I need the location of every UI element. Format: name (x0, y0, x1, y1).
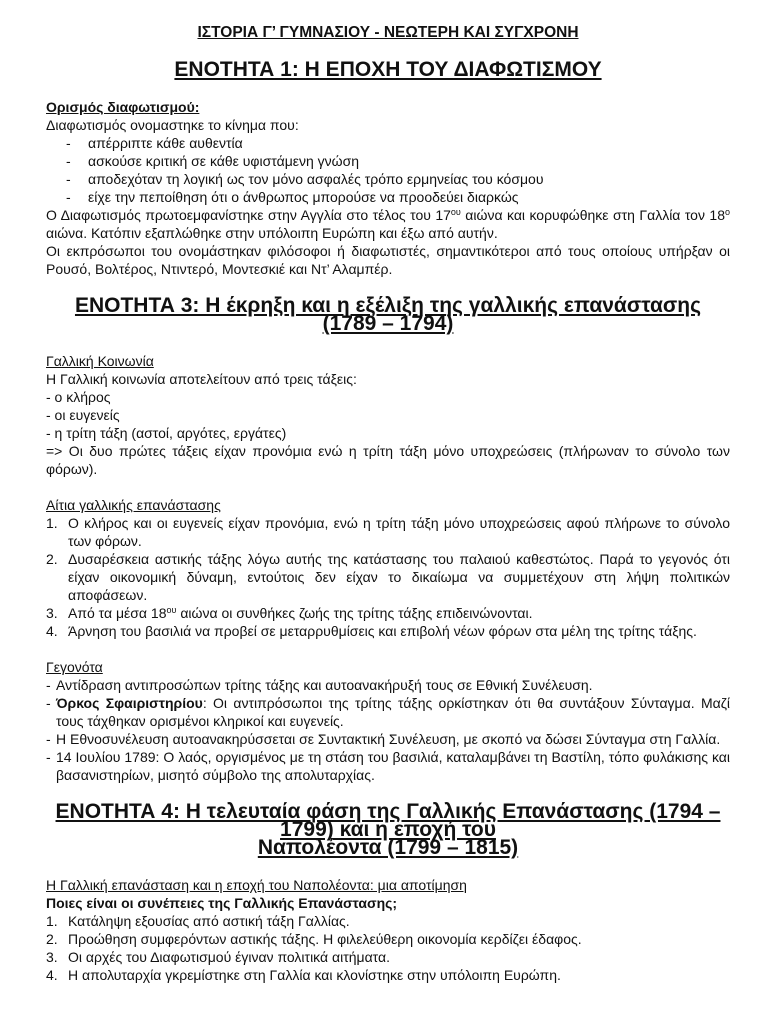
society-heading: Γαλλική Κοινωνία (46, 353, 154, 369)
item-text: Ο κλήρος και οι ευγενείς είχαν προνόμια, ενώ η τρίτη τάξη μόνο υποχρεώσεις αφού πλήρωνε το σύνολο των φόρων. (68, 515, 730, 549)
assessment-heading: Η Γαλλική επανάσταση και η εποχή του Ναπολέοντα: μια αποτίμηση (46, 877, 467, 893)
list-item: - οι ευγενείς (46, 407, 120, 423)
superscript: ου (450, 207, 461, 217)
list-item (46, 930, 730, 948)
item-text: : Οι αντιπρόσωποι της τρίτης τάξης ορκίστηκαν ότι θα συντάξουν Σύνταγμα. Μαζί τους τάχθηκαν ορισμένοι κληρικοί και ευγενείς. (56, 695, 730, 729)
item-dash: - (46, 749, 51, 765)
definition-bullet-list (46, 134, 730, 206)
list-item: - η τρίτη τάξη (αστοί, αργότες, εργάτες) (46, 425, 287, 441)
item-text: Από τα μέσα 18 (68, 605, 167, 621)
list-item (46, 514, 730, 550)
item-text: αιώνα οι συνθήκες ζωής της τρίτης τάξης επιδεινώνονται. (176, 605, 533, 621)
unit-4-title-line-2: Ναπολέοντα (1799 – 1815) (257, 836, 519, 859)
list-item: - απέρριπτε κάθε αυθεντία (66, 134, 730, 152)
document-title: ΙΣΤΟΡΙΑ Γ’ ΓΥΜΝΑΣΙΟΥ - ΝΕΩΤΕΡΗ ΚΑΙ ΣΥΓΧΡΟΝΗ (197, 24, 579, 41)
item-number: 1. (46, 913, 58, 929)
definition-heading: Ορισμός διαφωτισμού: (46, 99, 200, 115)
text-run: αιώνα. Κατόπιν εξαπλώθηκε στην υπόλοιπη Ευρώπη και έξω από αυτήν. (46, 225, 498, 241)
events-list (46, 676, 730, 784)
definition-intro: Διαφωτισμός ονομαστηκε το κίνημα που: (46, 117, 299, 133)
list-item: - είχε την πεποίθηση ότι ο άνθρωπος μπορούσε να προοδεύει διαρκώς (66, 188, 730, 206)
unit-3-title: ΕΝΟΤΗΤΑ 3: Η έκρηξη και η εξέλιξη της γαλλικής επανάστασης (1789 – 1794) (74, 294, 702, 335)
item-text: Οι αρχές του Διαφωτισμού έγιναν πολιτικά αιτήματα. (68, 949, 390, 965)
list-item (46, 676, 730, 694)
item-number: 3. (46, 605, 58, 621)
item-text: Άρνηση του βασιλιά να προβεί σε μεταρρυθμίσεις και επιβολή νέων φόρων στα μέλη της τρίτης τάξης. (68, 623, 697, 639)
item-number: 4. (46, 967, 58, 983)
list-item (46, 604, 730, 622)
events-heading: Γεγονότα (46, 659, 103, 675)
item-text: Η Εθνοσυνέλευση αυτοανακηρύσσεται σε Συντακτική Συνέλευση, με σκοπό να δώσει Σύνταγμα στη Γαλλία. (56, 731, 721, 747)
unit-3-section (46, 294, 730, 784)
list-item: - αποδεχόταν τη λογική ως τον μόνο ασφαλές τρόπο ερμηνείας του κόσμου (66, 170, 730, 188)
item-text: Δυσαρέσκεια αστικής τάξης λόγω αυτής της κατάστασης του παλαιού καθεστώτος. Παρά το γεγονός ότι είχαν οικονομική δύναμη, εντούτοις δεν είχαν το δικαίωμα να συμμετέχουν στη λήψη πολιτικών αποφάσεων. (68, 551, 730, 603)
item-bold-term: Όρκος Σφαιριστηρίου (56, 695, 203, 711)
list-item (46, 966, 730, 984)
society-conclusion: => Οι δυο πρώτες τάξεις είχαν προνόμια ενώ η τρίτη τάξη μόνο υποχρεώσεις (πλήρωναν το σύνολο των φόρων). (46, 443, 730, 477)
item-dash: - (46, 695, 51, 711)
causes-list (46, 514, 730, 640)
estates-list (46, 388, 730, 442)
item-number: 2. (46, 551, 58, 567)
enlightenment-origin-paragraph (46, 206, 730, 242)
item-number: 1. (46, 515, 58, 531)
item-text: Αντίδραση αντιπροσώπων τρίτης τάξης και αυτοανακήρυξή τους σε Εθνική Συνέλευση. (56, 677, 593, 693)
list-item (46, 912, 730, 930)
society-intro: Η Γαλλική κοινωνία αποτελείτουν από τρεις τάξεις: (46, 371, 357, 387)
item-text: 14 Ιουλίου 1789: Ο λαός, οργισμένος με τη στάση του βασιλιά, καταλαμβάνει τη Βαστίλη, τόπο φυλάκισης και βασανιστηρίων, μισητό σύμβολο της απολυταρχίας. (56, 749, 730, 783)
text-run: αιώνα και κορυφώθηκε στη Γαλλία τον 18 (460, 207, 725, 223)
list-item (46, 694, 730, 730)
item-dash: - (46, 677, 51, 693)
text-run: Ο Διαφωτισμός πρωτοεμφανίστηκε στην Αγγλία στο τέλος του 17 (46, 207, 451, 223)
list-item: - ασκούσε κριτική σε κάθε υφιστάμενη γνώση (66, 152, 730, 170)
item-text: Κατάληψη εξουσίας από αστική τάξη Γαλλίας. (68, 913, 350, 929)
unit-4-section (46, 800, 730, 984)
consequences-list (46, 912, 730, 984)
superscript: ο (725, 207, 731, 217)
list-item (46, 948, 730, 966)
item-number: 3. (46, 949, 58, 965)
philosophers-paragraph: Οι εκπρόσωποι του ονομάστηκαν φιλόσοφοι ή διαφωτιστές, σημαντικότεροι από τους οποίους υπήρξαν οι Ρουσό, Βολτέρος, Ντιντερό, Μοντεσκιέ και Ντ’ Αλαμπέρ. (46, 243, 730, 277)
list-item (46, 730, 730, 748)
item-number: 2. (46, 931, 58, 947)
unit-1-section (46, 58, 731, 278)
unit-1-title: ΕΝΟΤΗΤΑ 1: Η ΕΠΟΧΗ ΤΟΥ ΔΙΑΦΩΤΙΣΜΟΥ (174, 58, 602, 81)
item-text: Προώθηση συμφερόντων αστικής τάξης. Η φιλελεύθερη οικονομία κερδίζει έδαφος. (68, 931, 582, 947)
unit-4-title-line-1: ΕΝΟΤΗΤΑ 4: Η τελευταία φάση της Γαλλικής Επανάστασης (1794 – 1799) και η εποχή του (55, 800, 721, 841)
consequences-question: Ποιες είναι οι συνέπειες της Γαλλικής Επανάστασης; (46, 895, 398, 911)
causes-heading: Αίτια γαλλικής επανάστασης (46, 497, 221, 513)
list-item (46, 622, 730, 640)
superscript: ου (166, 605, 177, 615)
item-text: Η απολυταρχία γκρεμίστηκε στη Γαλλία και κλονίστηκε στην υπόλοιπη Ευρώπη. (68, 967, 561, 983)
item-number: 4. (46, 623, 58, 639)
list-item (46, 748, 730, 784)
list-item: - ο κλήρος (46, 389, 111, 405)
item-dash: - (46, 731, 51, 747)
list-item (46, 550, 730, 604)
